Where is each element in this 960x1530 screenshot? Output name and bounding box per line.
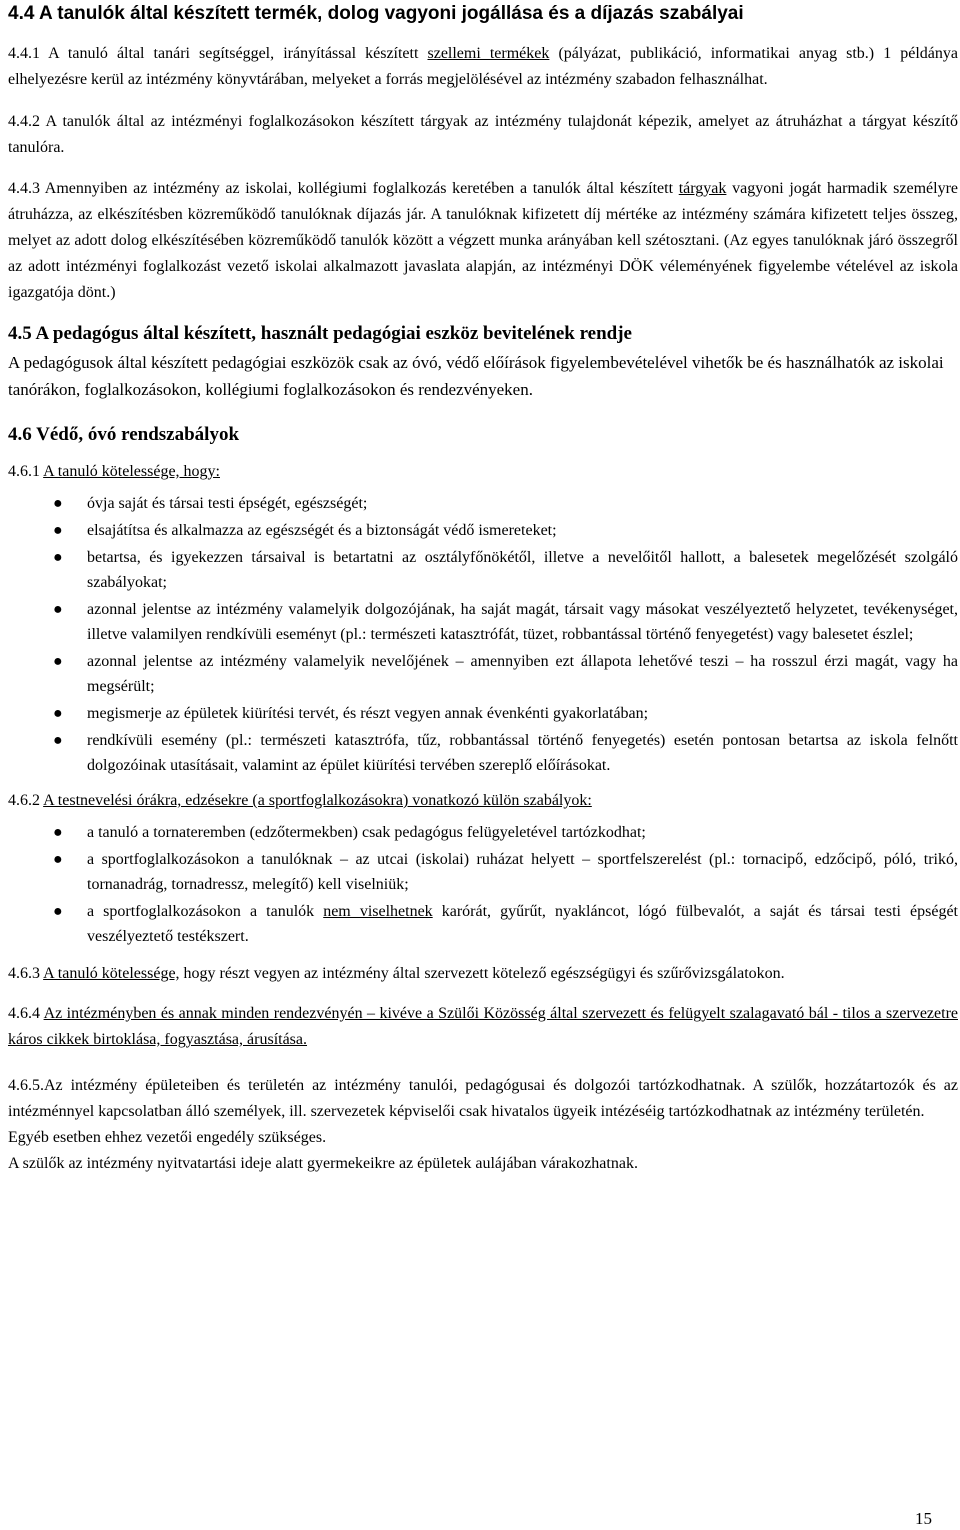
- s462-bullet-list: [8, 820, 958, 949]
- s463-text-post: hogy részt vegyen az intézmény által szervezett kötelező egészségügyi és szűrővizsgálatokon.: [179, 965, 785, 982]
- section-4-6-1-title: [8, 459, 958, 485]
- paragraph-4-5: A pedagógusok által készített pedagógiai eszközök csak az óvó, védő előírások figyelembevételével vihetők be és használhatók az iskolai tanórákon, foglalkozásokon, kollégiumi foglalkozásokon és rendezvényeken.: [8, 353, 944, 399]
- paragraph-4-4-2: 4.4.2 A tanulók által az intézményi foglalkozásokon készített tárgyak az intézmény tulajdonát képezik, amelyet az átruházhat a tárgyat készítő tanulóra.: [8, 113, 958, 156]
- list-item: [8, 899, 958, 949]
- list-item-text-pre: a sportfoglalkozásokon a tanulók: [87, 903, 324, 920]
- list-item-text-post: karórát, gyűrűt, nyakláncot, lógó fülbevalót, a saját és társai testi épségét veszélyeztető testékszert.: [87, 903, 958, 945]
- bullet-icon: ●: [53, 601, 63, 618]
- list-item: [8, 518, 958, 543]
- bullet-icon: ●: [53, 851, 63, 868]
- bullet-icon: ●: [53, 549, 63, 566]
- heading-4-6: 4.6 Védő, óvó rendszabályok: [8, 424, 240, 445]
- p441-text-post: (pályázat, publikáció, informatikai anyag stb.) 1 példánya elhelyezésre kerül az intézmény könyvtárában, melyeket a forrás megjelölésével az intézmény szabadon felhasználhat.: [8, 45, 959, 88]
- list-item-text: megismerje az épületek kiürítési tervét, és részt vegyen annak évenkénti gyakorlatában;: [87, 705, 649, 722]
- section-4-6-4: [8, 1001, 958, 1053]
- heading-4-5: 4.5 A pedagógus által készített, használt pedagógiai eszköz bevitelének rendje: [8, 323, 632, 344]
- section-4-6-5-line3: A szülők az intézmény nyitvatartási ideje alatt gyermekeikre az épületek aulájában várakozhatnak.: [8, 1155, 638, 1172]
- s462-number: 4.6.2: [8, 792, 44, 809]
- page-number: 15: [915, 1509, 932, 1528]
- p443-text-post: vagyoni jogát harmadik személyre átruházza, az elkészítésben közreműködő tanulóknak díjazás jár. A tanulóknak kifizetett díj mértéke az intézmény számára kifizetett teljes összeg, melyet az adott dolog elkészítésében közreműködő tanulók között a végzett munka arányában kell szétosztani. (Az egyes tanulóknak járó összegről az adott intézményi foglalkozást vezető iskolai alkalmazott javaslata alapján, az intézményi DÖK véleményének figyelembe vételével az iskola igazgatója dönt.): [8, 180, 958, 301]
- s461-underlined-title: A tanuló kötelessége, hogy:: [43, 463, 220, 480]
- section-4-6-3: [8, 961, 958, 987]
- list-item: [8, 545, 958, 595]
- p441-underlined: szellemi termékek: [427, 45, 550, 62]
- s463-number: 4.6.3: [8, 965, 44, 982]
- list-item-text: azonnal jelentse az intézmény valamelyik dolgozójának, ha saját magát, társait vagy másokat veszélyeztető helyzetet, tevékenységet, illetve valamilyen rendkívüli eseményt (pl.: természeti katasztrófát, tüzet, robbantással történő fenyegetést) vagy balesetet észlel;: [87, 601, 958, 643]
- list-item-text: a tanuló a tornateremben (edzőtermekben) csak pedagógus felügyeletével tartózkodhat;: [87, 824, 646, 841]
- bullet-icon: ●: [53, 705, 63, 722]
- list-item: [8, 649, 958, 699]
- section-4-6-5: 4.6.5.Az intézmény épületeiben és területén az intézmény tanulói, pedagógusai és dolgozói tartózkodhatnak. A szülők, hozzátartozók és az intézménnyel kapcsolatban álló személyek, ill. szervezetek képviselői csak hivatalos ügyeik intézéséig tartózkodhatnak az intézmény területén.: [8, 1077, 958, 1120]
- list-item-text: azonnal jelentse az intézmény valamelyik nevelőjének – amennyiben ezt állapota lehetővé teszi – ha rosszul érzi magát, vagy ha megsérült;: [87, 653, 958, 695]
- p443-text-pre: 4.4.3 Amennyiben az intézmény az iskolai, kollégiumi foglalkozás keretében a tanulók által készített: [8, 180, 679, 197]
- paragraph-4-4-3: [8, 176, 958, 306]
- list-item-text: betartsa, és igyekezzen társaival is betartatni az osztályfőnökétől, illetve a nevelőitől hallott, a balesetek megelőzését szolgáló szabályokat;: [87, 549, 958, 591]
- bullet-icon: ●: [53, 653, 63, 670]
- list-item-text: óvja saját és társai testi épségét, egészségét;: [87, 495, 368, 512]
- list-item-text: elsajátítsa és alkalmazza az egészségét és a biztonságát védő ismereteket;: [87, 522, 557, 539]
- list-item-text: a sportfoglalkozásokon a tanulóknak – az utcai (iskolai) ruházat helyett – sportfelszerelést (pl.: tornacipő, edzőcipő, póló, trikó, tornanadrág, tornadressz, melegítő) kell viselniük;: [87, 851, 958, 893]
- list-item-text: rendkívüli esemény (pl.: természeti katasztrófa, tűz, robbantással történő fenyegetés) esetén pontosan betartsa az iskola felnőtt dolgozóinak utasításait, valamint az épület kiürítési tervében szereplő előírásokat.: [87, 732, 958, 774]
- section-4-6-2-title: [8, 788, 958, 814]
- p443-underlined: tárgyak: [678, 180, 727, 197]
- s462-underlined-title: A testnevelési órákra, edzésekre (a sportfoglalkozásokra) vonatkozó külön szabályok:: [43, 792, 592, 809]
- s464-number: 4.6.4: [8, 1005, 44, 1022]
- heading-4-4: 4.4 A tanulók által készített termék, dolog vagyoni jogállása és a díjazás szabályai: [8, 3, 744, 24]
- list-item: [8, 701, 958, 726]
- s461-bullet-list: [8, 491, 958, 778]
- paragraph-4-4-1: [8, 41, 958, 93]
- s464-underlined: Az intézményben és annak minden rendezvényén – kivéve a Szülői Közösség által szervezett és felügyelt szalagavató bál - tilos a szervezetre káros cikkek birtoklása, fogyasztása, árusítása.: [8, 1005, 958, 1048]
- bullet-icon: ●: [53, 522, 63, 539]
- p441-text-pre: 4.4.1 A tanuló által tanári segítséggel, irányítással készített: [8, 45, 428, 62]
- list-item-underlined: nem viselhetnek: [323, 903, 433, 920]
- list-item: [8, 491, 958, 516]
- bullet-icon: ●: [53, 903, 63, 920]
- list-item: [8, 820, 958, 845]
- list-item: [8, 597, 958, 647]
- section-4-6-5-line2: Egyéb esetben ehhez vezetői engedély szükséges.: [8, 1129, 327, 1146]
- list-item: [8, 728, 958, 778]
- list-item: [8, 847, 958, 897]
- bullet-icon: ●: [53, 824, 63, 841]
- bullet-icon: ●: [53, 732, 63, 749]
- bullet-icon: ●: [53, 495, 63, 512]
- s461-number: 4.6.1: [8, 463, 44, 480]
- s463-underlined: A tanuló kötelessége,: [43, 965, 180, 982]
- document-page: [8, 0, 958, 1177]
